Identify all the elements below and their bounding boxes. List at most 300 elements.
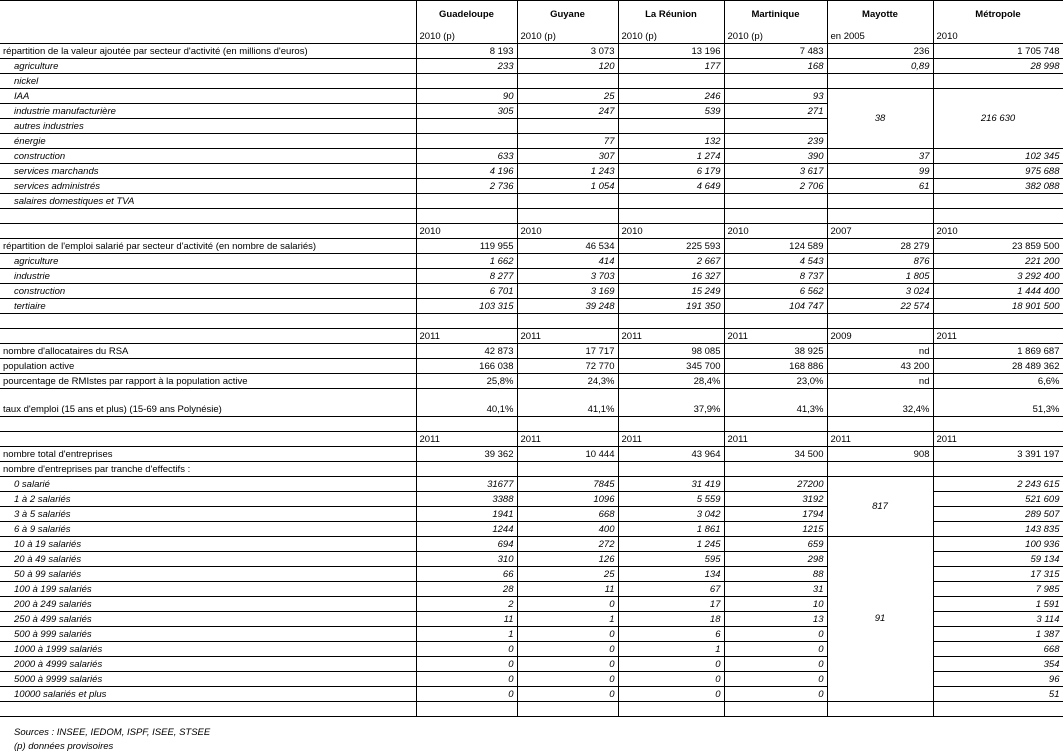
value-cell (827, 73, 933, 88)
value-cell: 2 736 (416, 178, 517, 193)
value-cell: 25 (517, 566, 618, 581)
value-cell: 34 500 (724, 446, 827, 461)
value-cell: 1 245 (618, 536, 724, 551)
column-header: Martinique (724, 1, 827, 29)
value-cell: 17 717 (517, 343, 618, 358)
value-cell: 3 617 (724, 163, 827, 178)
value-cell (724, 118, 827, 133)
value-cell: 3 024 (827, 283, 933, 298)
value-cell: 382 088 (933, 178, 1063, 193)
value-cell: 0 (724, 656, 827, 671)
value-cell: 271 (724, 103, 827, 118)
value-cell: 8 193 (416, 43, 517, 58)
value-cell (618, 193, 724, 208)
value-cell: 246 (618, 88, 724, 103)
footer (14, 726, 210, 754)
value-cell: 168 886 (724, 358, 827, 373)
value-cell: 345 700 (618, 358, 724, 373)
value-cell: 1 (517, 611, 618, 626)
value-cell: 16 327 (618, 268, 724, 283)
table-row (0, 73, 1063, 88)
value-cell: 0,89 (827, 58, 933, 73)
value-cell: 595 (618, 551, 724, 566)
blank-cell (933, 313, 1063, 328)
value-cell: 43 200 (827, 358, 933, 373)
value-cell: 539 (618, 103, 724, 118)
value-cell (618, 73, 724, 88)
year-cell: 2009 (827, 328, 933, 343)
row-label: 5000 à 9999 salariés (0, 671, 416, 686)
value-cell: 225 593 (618, 238, 724, 253)
value-cell: 1 (618, 641, 724, 656)
value-cell: 4 543 (724, 253, 827, 268)
row-label: 2000 à 4999 salariés (0, 656, 416, 671)
value-cell: 23 859 500 (933, 238, 1063, 253)
value-cell: 2 706 (724, 178, 827, 193)
value-cell: 38 925 (724, 343, 827, 358)
value-cell: 0 (416, 671, 517, 686)
year-cell: 2011 (827, 431, 933, 446)
table-row (0, 416, 1063, 431)
row-label: 10000 salariés et plus (0, 686, 416, 701)
value-cell: 3 073 (517, 43, 618, 58)
value-cell: 10 444 (517, 446, 618, 461)
row-label: 100 à 199 salariés (0, 581, 416, 596)
blank-cell (827, 208, 933, 223)
value-cell: 143 835 (933, 521, 1063, 536)
row-label: 200 à 249 salariés (0, 596, 416, 611)
value-cell: 7 985 (933, 581, 1063, 596)
value-cell: 31 419 (618, 476, 724, 491)
value-cell: 23,0% (724, 373, 827, 388)
row-label: tertiaire (0, 298, 416, 313)
value-cell: 3 391 197 (933, 446, 1063, 461)
value-cell: 1 243 (517, 163, 618, 178)
value-cell: 126 (517, 551, 618, 566)
row-label: 6 à 9 salariés (0, 521, 416, 536)
blank-cell (517, 208, 618, 223)
value-cell: 32,4% (827, 388, 933, 416)
blank-cell (517, 313, 618, 328)
value-cell: 43 964 (618, 446, 724, 461)
value-cell: 66 (416, 566, 517, 581)
year-cell: 2010 (933, 223, 1063, 238)
value-cell: 1 (416, 626, 517, 641)
value-cell: 31 (724, 581, 827, 596)
table-row (0, 388, 1063, 416)
value-cell: 18 (618, 611, 724, 626)
value-cell: 307 (517, 148, 618, 163)
blank-cell (827, 701, 933, 716)
value-cell: 1 805 (827, 268, 933, 283)
value-cell: 39 248 (517, 298, 618, 313)
value-cell: 17 (618, 596, 724, 611)
table-row (0, 298, 1063, 313)
year-blank (0, 29, 416, 44)
table-row (0, 148, 1063, 163)
table-row (0, 373, 1063, 388)
value-cell: 104 747 (724, 298, 827, 313)
row-label: 50 à 99 salariés (0, 566, 416, 581)
blank-cell (618, 313, 724, 328)
year-cell: 2011 (618, 328, 724, 343)
value-cell: 41,1% (517, 388, 618, 416)
row-label: 3 à 5 salariés (0, 506, 416, 521)
blank-cell (517, 416, 618, 431)
year-cell: 2011 (618, 431, 724, 446)
value-cell: 124 589 (724, 238, 827, 253)
year-cell: 2010 (p) (416, 29, 517, 44)
value-cell: 10 (724, 596, 827, 611)
value-cell: 134 (618, 566, 724, 581)
value-cell (416, 118, 517, 133)
value-cell: 46 534 (517, 238, 618, 253)
value-cell: 1215 (724, 521, 827, 536)
year-blank (0, 328, 416, 343)
value-cell: 1794 (724, 506, 827, 521)
year-cell: 2010 (416, 223, 517, 238)
value-cell: 103 315 (416, 298, 517, 313)
value-cell: 37,9% (618, 388, 724, 416)
value-cell: 521 609 (933, 491, 1063, 506)
value-cell: 39 362 (416, 446, 517, 461)
value-cell: 2 667 (618, 253, 724, 268)
row-label: services administrés (0, 178, 416, 193)
value-cell: 1 387 (933, 626, 1063, 641)
row-label: nombre d'entreprises par tranche d'effectifs : (0, 461, 416, 476)
table-row (0, 358, 1063, 373)
column-header: Métropole (933, 1, 1063, 29)
blank-cell (827, 416, 933, 431)
value-cell: 0 (724, 671, 827, 686)
year-cell: 2011 (933, 431, 1063, 446)
value-cell: 1 444 400 (933, 283, 1063, 298)
value-cell: 0 (517, 626, 618, 641)
value-cell: 6 562 (724, 283, 827, 298)
value-cell: 236 (827, 43, 933, 58)
blank-cell (0, 701, 416, 716)
value-cell: 72 770 (517, 358, 618, 373)
value-cell: 51 (933, 686, 1063, 701)
value-cell (517, 118, 618, 133)
value-cell: 3 169 (517, 283, 618, 298)
value-cell: 177 (618, 58, 724, 73)
row-label: IAA (14, 90, 30, 102)
header-blank (0, 1, 416, 29)
table-row (0, 446, 1063, 461)
value-cell (827, 461, 933, 476)
sources-note: Sources : INSEE, IEDOM, ISPF, ISEE, STSEE (14, 727, 211, 738)
table-row (0, 163, 1063, 178)
value-cell: 289 507 (933, 506, 1063, 521)
value-cell (517, 193, 618, 208)
value-cell: 239 (724, 133, 827, 148)
blank-cell (933, 701, 1063, 716)
value-cell: 120 (517, 58, 618, 73)
row-label: 1000 à 1999 salariés (0, 641, 416, 656)
value-cell: 42 873 (416, 343, 517, 358)
value-cell: 99 (827, 163, 933, 178)
value-cell: 400 (517, 521, 618, 536)
year-cell: 2010 (618, 223, 724, 238)
value-cell: 1244 (416, 521, 517, 536)
value-cell: 90 (416, 88, 517, 103)
row-label: énergie (0, 133, 416, 148)
row-label: agriculture (0, 253, 416, 268)
table-row (0, 58, 1063, 73)
value-cell: 37 (827, 148, 933, 163)
value-cell: 13 196 (618, 43, 724, 58)
row-label: pourcentage de RMIstes par rapport à la population active (0, 373, 416, 388)
year-cell: 2011 (416, 328, 517, 343)
value-cell: 3 114 (933, 611, 1063, 626)
year-blank (0, 431, 416, 446)
value-cell: 1 274 (618, 148, 724, 163)
column-header: Guadeloupe (416, 1, 517, 29)
value-cell: nd (827, 343, 933, 358)
merged-cell-metropole: 216 630 (933, 88, 1063, 148)
row-label: 1 à 2 salariés (0, 491, 416, 506)
table-row (0, 431, 1063, 446)
value-cell: 668 (517, 506, 618, 521)
table-row (0, 253, 1063, 268)
value-cell: 7845 (517, 476, 618, 491)
year-cell: 2011 (517, 328, 618, 343)
year-cell: 2011 (724, 431, 827, 446)
blank-cell (0, 313, 416, 328)
table-row (0, 283, 1063, 298)
year-cell: 2011 (517, 431, 618, 446)
value-cell: 28 (416, 581, 517, 596)
year-cell: en 2005 (827, 29, 933, 44)
blank-cell (416, 313, 517, 328)
merged-cell-mayotte: 38 (827, 88, 933, 148)
value-cell: 1096 (517, 491, 618, 506)
value-cell: 1 662 (416, 253, 517, 268)
value-cell: 0 (618, 686, 724, 701)
year-cell: 2010 (p) (618, 29, 724, 44)
value-cell: 77 (517, 133, 618, 148)
value-cell (416, 193, 517, 208)
blank-cell (618, 701, 724, 716)
table-row (0, 29, 1063, 44)
year-cell: 2010 (p) (724, 29, 827, 44)
year-cell: 2010 (724, 223, 827, 238)
value-cell: 354 (933, 656, 1063, 671)
blank-cell (416, 701, 517, 716)
year-cell: 2011 (724, 328, 827, 343)
value-cell: 4 196 (416, 163, 517, 178)
row-label: 10 à 19 salariés (0, 536, 416, 551)
value-cell: 168 (724, 58, 827, 73)
value-cell: 298 (724, 551, 827, 566)
value-cell (416, 73, 517, 88)
value-cell (724, 73, 827, 88)
value-cell: 1 861 (618, 521, 724, 536)
value-cell: 390 (724, 148, 827, 163)
value-cell: 59 134 (933, 551, 1063, 566)
value-cell: 975 688 (933, 163, 1063, 178)
table-row (0, 208, 1063, 223)
blank-cell (0, 208, 416, 223)
value-cell: 6 (618, 626, 724, 641)
value-cell: 132 (618, 133, 724, 148)
value-cell: 659 (724, 536, 827, 551)
row-label: répartition de la valeur ajoutée par secteur d'activité (en millions d'euros) (0, 43, 416, 58)
value-cell: 67 (618, 581, 724, 596)
merged-cell-mayotte-large: 91 (827, 536, 933, 701)
row-label: services marchands (0, 163, 416, 178)
row-label: construction (0, 148, 416, 163)
value-cell: 61 (827, 178, 933, 193)
value-cell: 41,3% (724, 388, 827, 416)
year-cell: 2010 (933, 29, 1063, 44)
value-cell: 2 243 615 (933, 476, 1063, 491)
row-label: construction (0, 283, 416, 298)
table-row (0, 193, 1063, 208)
value-cell (618, 118, 724, 133)
value-cell: 5 559 (618, 491, 724, 506)
provisional-note: (p) données provisoires (14, 741, 114, 752)
value-cell: 88 (724, 566, 827, 581)
value-cell: 310 (416, 551, 517, 566)
value-cell (933, 193, 1063, 208)
value-cell: 8 277 (416, 268, 517, 283)
value-cell: 4 649 (618, 178, 724, 193)
value-cell: 6 179 (618, 163, 724, 178)
blank-cell (724, 208, 827, 223)
value-cell: 22 574 (827, 298, 933, 313)
value-cell: 633 (416, 148, 517, 163)
value-cell: 40,1% (416, 388, 517, 416)
blank-cell (827, 313, 933, 328)
value-cell: 166 038 (416, 358, 517, 373)
row-label: industrie (0, 268, 416, 283)
merged-cell-mayotte-small: 817 (827, 476, 933, 536)
value-cell: 25 (517, 88, 618, 103)
blank-cell (933, 208, 1063, 223)
row-label: 20 à 49 salariés (0, 551, 416, 566)
row-label: 250 à 499 salariés (0, 611, 416, 626)
year-cell: 2010 (p) (517, 29, 618, 44)
blank-cell (416, 208, 517, 223)
value-cell: 0 (517, 641, 618, 656)
row-label: nombre total d'entreprises (0, 446, 416, 461)
value-cell: 25,8% (416, 373, 517, 388)
value-cell: 221 200 (933, 253, 1063, 268)
value-cell: 96 (933, 671, 1063, 686)
value-cell: 247 (517, 103, 618, 118)
table-row (0, 238, 1063, 253)
value-cell: 2 (416, 596, 517, 611)
year-cell: 2010 (517, 223, 618, 238)
blank-cell (724, 416, 827, 431)
year-cell: 2011 (416, 431, 517, 446)
blank-cell (724, 313, 827, 328)
value-cell: 1 054 (517, 178, 618, 193)
value-cell: 908 (827, 446, 933, 461)
value-cell: 0 (724, 626, 827, 641)
column-header: La Réunion (618, 1, 724, 29)
blank-cell (618, 208, 724, 223)
value-cell: 191 350 (618, 298, 724, 313)
value-cell (618, 461, 724, 476)
year-cell: 2011 (933, 328, 1063, 343)
value-cell: 102 345 (933, 148, 1063, 163)
value-cell: 876 (827, 253, 933, 268)
year-blank (0, 223, 416, 238)
value-cell: 0 (618, 671, 724, 686)
value-cell: 15 249 (618, 283, 724, 298)
value-cell: 1 591 (933, 596, 1063, 611)
value-cell: 6,6% (933, 373, 1063, 388)
value-cell: 93 (724, 88, 827, 103)
value-cell: 11 (517, 581, 618, 596)
value-cell (827, 193, 933, 208)
row-label: population active (0, 358, 416, 373)
value-cell: 694 (416, 536, 517, 551)
value-cell: 8 737 (724, 268, 827, 283)
value-cell: 28 998 (933, 58, 1063, 73)
value-cell (517, 461, 618, 476)
value-cell (517, 73, 618, 88)
value-cell: 51,3% (933, 388, 1063, 416)
value-cell: 100 936 (933, 536, 1063, 551)
value-cell (724, 193, 827, 208)
value-cell: 31677 (416, 476, 517, 491)
value-cell: 11 (416, 611, 517, 626)
value-cell: 0 (416, 656, 517, 671)
value-cell: 0 (517, 671, 618, 686)
table-row (0, 476, 1063, 491)
value-cell: 3 292 400 (933, 268, 1063, 283)
value-cell: 3 703 (517, 268, 618, 283)
table-row (0, 461, 1063, 476)
table-row (0, 223, 1063, 238)
table-row (0, 178, 1063, 193)
value-cell: 28 279 (827, 238, 933, 253)
row-label: nombre d'allocataires du RSA (0, 343, 416, 358)
table-row (0, 701, 1063, 716)
row-label: 500 à 999 salariés (0, 626, 416, 641)
table-row (0, 536, 1063, 551)
value-cell: 0 (517, 656, 618, 671)
value-cell: 13 (724, 611, 827, 626)
value-cell: 233 (416, 58, 517, 73)
value-cell: 98 085 (618, 343, 724, 358)
table-row (0, 43, 1063, 58)
table-row (0, 88, 1063, 103)
column-header: Guyane (517, 1, 618, 29)
blank-cell (0, 416, 416, 431)
blank-cell (724, 701, 827, 716)
table-row (0, 313, 1063, 328)
value-cell (933, 461, 1063, 476)
value-cell: 3 042 (618, 506, 724, 521)
value-cell: 272 (517, 536, 618, 551)
value-cell: 0 (618, 656, 724, 671)
value-cell: 1 869 687 (933, 343, 1063, 358)
blank-cell (933, 416, 1063, 431)
blank-cell (517, 701, 618, 716)
value-cell: 119 955 (416, 238, 517, 253)
value-cell (416, 133, 517, 148)
table-row (0, 1, 1063, 29)
value-cell: 24,3% (517, 373, 618, 388)
row-label: autres industries (0, 118, 416, 133)
table-row (0, 328, 1063, 343)
row-label: salaires domestiques et TVA (0, 193, 416, 208)
